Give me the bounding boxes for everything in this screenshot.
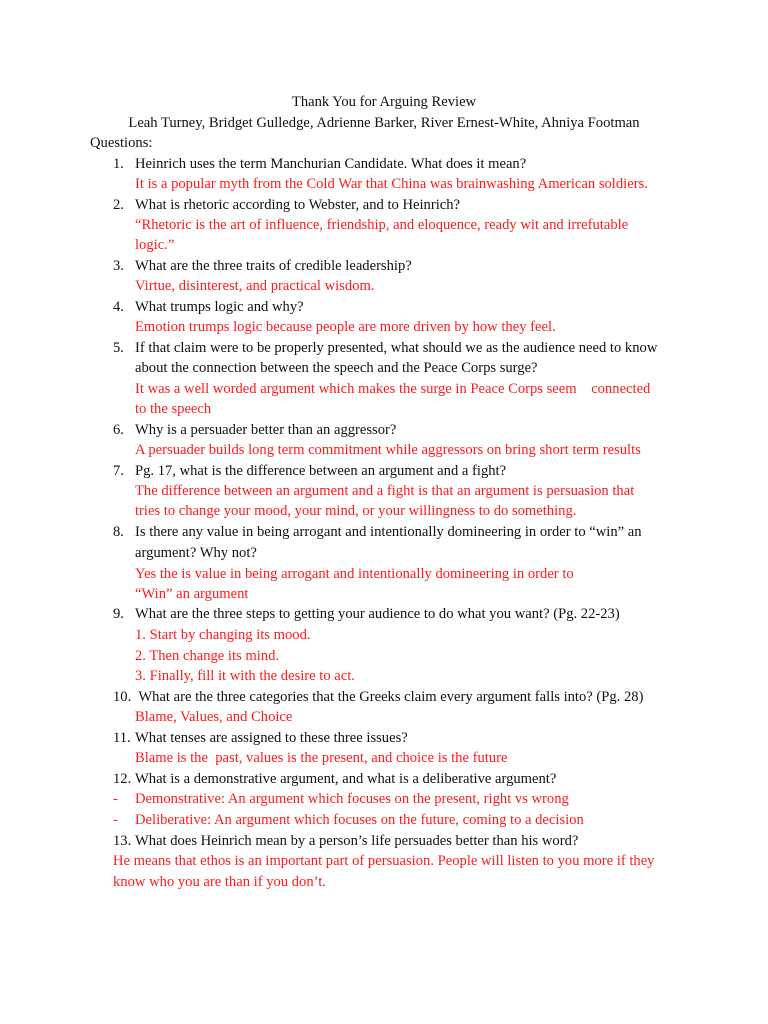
answer-text: tries to change your mood, your mind, or your willingness to do something. [135,503,577,519]
question-text: What are the three steps to getting your audience to do what you want? (Pg. 22-23) [135,606,620,622]
questions-heading: Questions: [90,135,153,151]
question-text: argument? Why not? [135,545,257,561]
answer-text: Blame, Values, and Choice [135,709,293,725]
question-text: What are the three categories that the Greeks claim every argument falls into? (Pg. 28) [135,689,644,705]
bullet-dash: - [113,791,118,807]
question-text: Pg. 17, what is the difference between an argument and a fight? [135,463,507,479]
question-number: 10. [113,689,132,705]
answer-text: It is a popular myth from the Cold War that China was brainwashing American soldiers. [135,176,648,192]
answer-text: He means that ethos is an important part of persuasion. People will listen to you more if they [113,853,655,869]
question-text: What are the three traits of credible leadership? [135,258,412,274]
question-number: 11. [113,730,131,746]
question-text: What does Heinrich mean by a person’s life persuades better than his word? [135,833,579,849]
question-number: 12. [113,771,132,787]
question-number: 6. [113,422,124,438]
answer-text: Blame is the past, values is the present, and choice is the future [135,750,508,766]
question-text: Is there any value in being arrogant and intentionally domineering in order to “win” an [135,524,642,540]
question-number: 3. [113,258,124,274]
question-text: about the connection between the speech and the Peace Corps surge? [135,360,538,376]
question-number: 1. [113,156,124,172]
answer-text: Yes the is value in being arrogant and intentionally domineering in order to [135,566,574,582]
question-number: 5. [113,340,124,356]
question-text: What trumps logic and why? [135,299,304,315]
question-text: What is a demonstrative argument, and what is a deliberative argument? [135,771,557,787]
author-list: Leah Turney, Bridget Gulledge, Adrienne Barker, River Ernest-White, Ahniya Footman [128,115,640,131]
document-title: Thank You for Arguing Review [291,94,477,110]
bullet-dash: - [113,812,118,828]
question-text: Heinrich uses the term Manchurian Candidate. What does it mean? [135,156,527,172]
question-text: Why is a persuader better than an aggressor? [135,422,397,438]
answer-text: The difference between an argument and a fight is that an argument is persuasion that [135,483,635,499]
answer-text: 2. Then change its mind. [135,648,280,664]
question-text: What is rhetoric according to Webster, and to Heinrich? [135,197,460,213]
answer-text: A persuader builds long term commitment while aggressors on bring short term results [135,442,641,458]
answer-text: logic.” [135,237,175,253]
question-text: If that claim were to be properly presented, what should we as the audience need to know [135,340,658,356]
question-text: What tenses are assigned to these three issues? [135,730,408,746]
question-number: 9. [113,606,124,622]
question-number: 8. [113,524,124,540]
answer-bullet-text: Deliberative: An argument which focuses on the future, coming to a decision [135,812,584,828]
answer-text: 1. Start by changing its mood. [135,627,311,643]
answer-bullet-text: Demonstrative: An argument which focuses on the present, right vs wrong [135,791,569,807]
answer-text: 3. Finally, fill it with the desire to act. [135,668,355,684]
answer-text: Virtue, disinterest, and practical wisdom. [135,278,375,294]
question-number: 7. [113,463,124,479]
answer-text: know who you are than if you don’t. [113,874,326,890]
question-number: 2. [113,197,124,213]
question-number: 4. [113,299,124,315]
question-number: 13. [113,833,132,849]
answer-text: Emotion trumps logic because people are more driven by how they feel. [135,319,556,335]
answer-text: “Rhetoric is the art of influence, friendship, and eloquence, ready wit and irrefutable [135,217,629,233]
answer-text: to the speech [135,401,212,417]
answer-text: “Win” an argument [135,586,249,602]
answer-text: It was a well worded argument which makes the surge in Peace Corps seem connected [135,381,651,397]
